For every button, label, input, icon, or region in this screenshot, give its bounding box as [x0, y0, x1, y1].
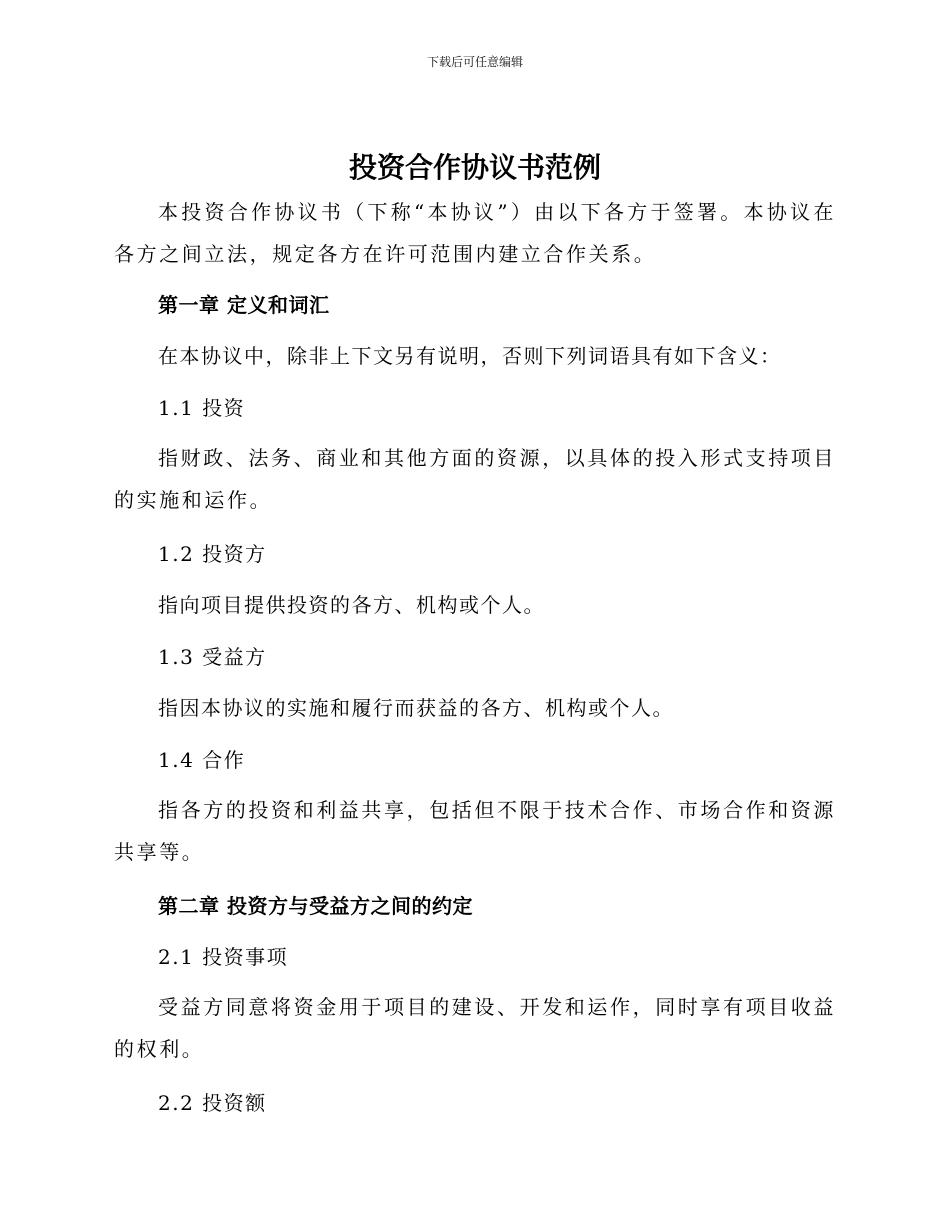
intro-paragraph: 本投资合作协议书（下称“本协议”）由以下各方于签署。本协议在各方之间立法，规定各方在许可范围内建立合作关系。 [114, 200, 836, 266]
definition-1-4: 指各方的投资和利益共享，包括但不限于技术合作、市场合作和资源共享等。 [114, 798, 836, 864]
definition-1-1: 指财政、法务、商业和其他方面的资源，以具体的投入形式支持项目的实施和运作。 [114, 446, 836, 512]
term-1-1: 1.1 投资 [158, 396, 246, 420]
definition-2-1: 受益方同意将资金用于项目的建设、开发和运作，同时享有项目收益的权利。 [114, 995, 836, 1061]
document-title: 投资合作协议书范例 [348, 151, 601, 184]
definition-1-3: 指因本协议的实施和履行而获益的各方、机构或个人。 [158, 696, 674, 720]
definition-1-2: 指向项目提供投资的各方、机构或个人。 [158, 593, 545, 617]
term-2-2: 2.2 投资额 [158, 1091, 267, 1115]
chapter-1-heading: 第一章 定义和词汇 [158, 293, 330, 317]
term-2-1: 2.1 投资事项 [158, 945, 289, 969]
term-1-2: 1.2 投资方 [158, 542, 267, 566]
chapter-1-lead: 在本协议中，除非上下文另有说明，否则下列词语具有如下含义： [158, 344, 782, 368]
term-1-3: 1.3 受益方 [158, 645, 267, 669]
term-1-4: 1.4 合作 [158, 748, 246, 772]
chapter-2-heading: 第二章 投资方与受益方之间的约定 [158, 894, 473, 918]
header-note: 下载后可任意编辑 [426, 55, 523, 69]
